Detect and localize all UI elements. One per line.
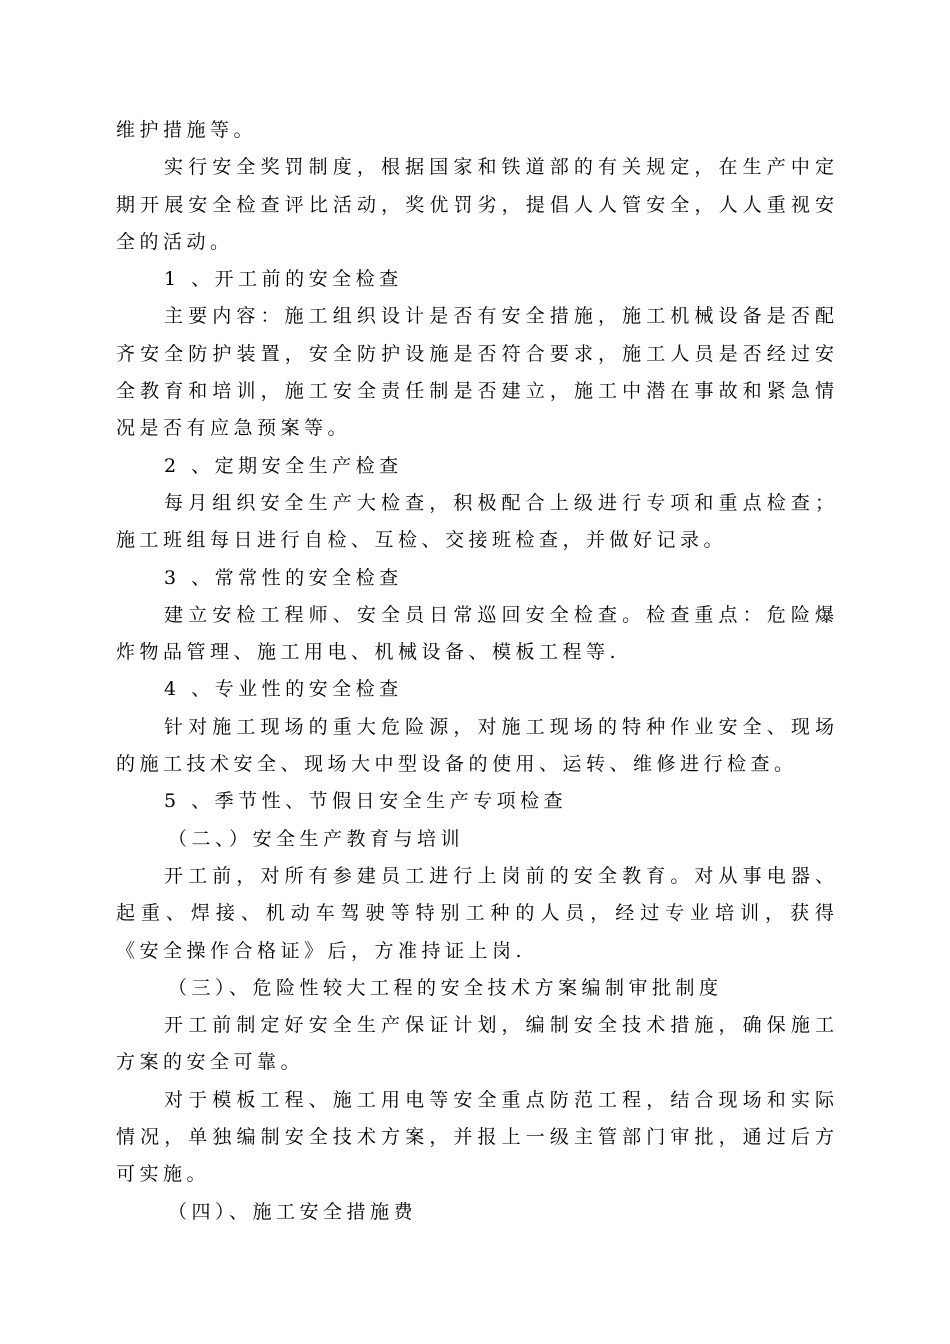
paragraph-line: 全的活动。 bbox=[116, 230, 234, 253]
paragraph-line: 每月组织安全生产大检查，积极配合上级进行专项和重点检查； bbox=[164, 491, 834, 514]
paragraph-line: 方案的安全可靠。 bbox=[116, 1051, 305, 1074]
paragraph-line: 齐安全防护装置，安全防护设施是否符合要求，施工人员是否经过安 bbox=[116, 342, 834, 365]
paragraph-line: 起重、焊接、机动车驾驶等特别工种的人员，经过专业培训，获得 bbox=[116, 902, 834, 925]
paragraph-line: 全教育和培训，施工安全责任制是否建立，施工中潜在事故和紧急情 bbox=[116, 380, 834, 403]
paragraph-line: 《安全操作合格证》后，方准持证上岗. bbox=[116, 939, 527, 962]
paragraph-line: 的施工技术安全、现场大中型设备的使用、运转、维修进行检查。 bbox=[116, 753, 798, 776]
paragraph-line: 期开展安全检查评比活动，奖优罚劣，提倡人人管安全，人人重视安 bbox=[116, 193, 834, 216]
paragraph-line: 开工前制定好安全生产保证计划，编制安全技术措施，确保施工 bbox=[164, 1014, 834, 1037]
paragraph-line: 实行安全奖罚制度，根据国家和铁道部的有关规定，在生产中定 bbox=[164, 156, 834, 179]
section-heading: 2 、定期安全生产检查 bbox=[164, 454, 403, 477]
document-body bbox=[116, 112, 834, 1231]
section-heading: （三）、危险性较大工程的安全技术方案编制审批制度 bbox=[168, 976, 723, 999]
paragraph-line: 主要内容：施工组织设计是否有安全措施，施工机械设备是否配 bbox=[164, 305, 834, 328]
paragraph-line: 可实施。 bbox=[116, 1163, 211, 1186]
section-heading: 1 、开工前的安全检查 bbox=[164, 268, 403, 291]
paragraph-line: 况是否有应急预案等。 bbox=[116, 417, 352, 440]
paragraph-line: 施工班组每日进行自检、互检、交接班检查，并做好记录。 bbox=[116, 529, 728, 552]
section-heading: （二、）安全生产教育与培训 bbox=[168, 827, 465, 850]
paragraph-line: 针对施工现场的重大危险源，对施工现场的特种作业安全、现场 bbox=[164, 715, 834, 738]
paragraph-line: 对于模板工程、施工用电等安全重点防范工程，结合现场和实际 bbox=[164, 1088, 834, 1111]
paragraph-line: 炸物品管理、施工用电、机械设备、模板工程等. bbox=[116, 641, 621, 664]
section-heading: 5 、季节性、节假日安全生产专项检查 bbox=[164, 790, 568, 813]
section-heading: 4 、专业性的安全检查 bbox=[164, 678, 403, 701]
section-heading: （四）、施工安全措施费 bbox=[168, 1200, 418, 1223]
paragraph-line: 建立安检工程师、安全员日常巡回安全检查。检查重点：危险爆 bbox=[164, 603, 834, 626]
paragraph-line: 情况，单独编制安全技术方案，并报上一级主管部门审批，通过后方 bbox=[116, 1126, 834, 1149]
paragraph-line: 开工前，对所有参建员工进行上岗前的安全教育。对从事电器、 bbox=[164, 864, 834, 887]
section-heading: 3 、常常性的安全检查 bbox=[164, 566, 403, 589]
paragraph-line: 维护措施等。 bbox=[116, 119, 258, 141]
